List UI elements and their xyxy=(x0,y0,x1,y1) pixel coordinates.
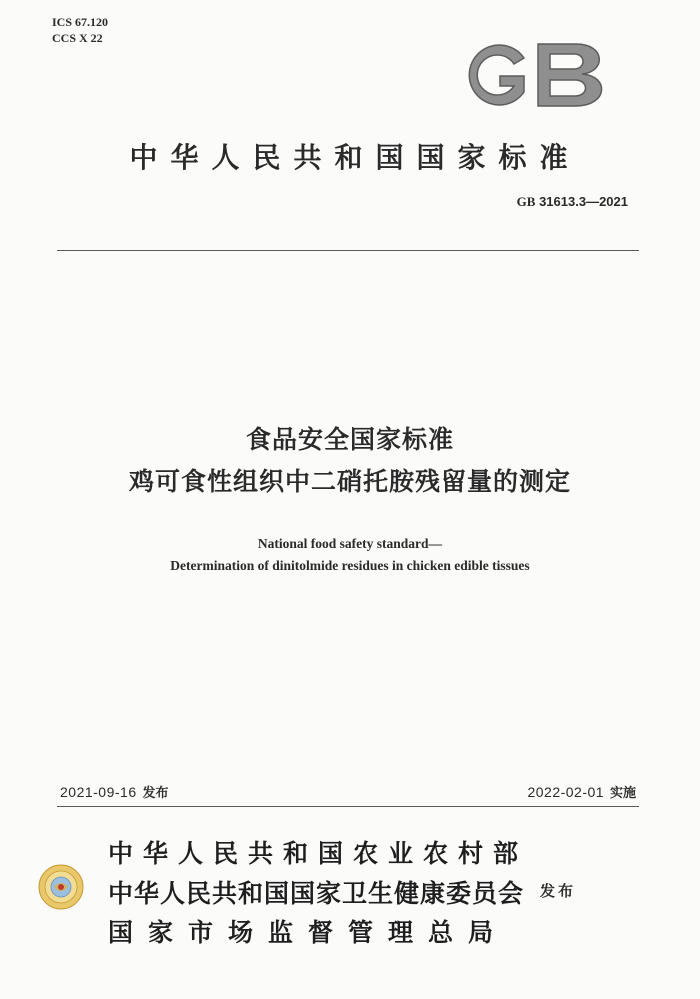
ics-code: ICS 67.120 xyxy=(52,15,109,29)
standard-number xyxy=(517,194,628,210)
implement-date xyxy=(527,782,636,801)
issuer-line1: 中华人民共和国农业农村部 xyxy=(108,839,529,868)
publish-date-value: 2021-09-16 xyxy=(60,784,137,800)
title-en-line2: Determination of dinitolmide residues in chicken edible tissues xyxy=(170,558,530,573)
title-en-line1: National food safety standard— xyxy=(257,536,443,551)
ccs-code: CCS X 22 xyxy=(52,31,103,45)
top-divider xyxy=(57,250,639,251)
publish-date xyxy=(60,782,169,801)
standard-code: 31613.3—2021 xyxy=(539,194,628,209)
implement-date-word: 实施 xyxy=(609,786,636,801)
gb-logo-icon xyxy=(458,36,606,114)
national-standard-heading: 中华人民共和国国家标准 xyxy=(129,141,581,174)
national-seal-icon xyxy=(38,864,84,910)
issuer-line3: 国家市场监督管理总局 xyxy=(108,918,509,947)
implement-date-value: 2022-02-01 xyxy=(527,784,605,800)
classification-codes xyxy=(52,14,108,46)
issuer-line2: 中华人民共和国国家卫生健康委员会 xyxy=(108,879,525,908)
bottom-divider xyxy=(57,806,639,807)
issuer-publish-word: 发布 xyxy=(540,882,577,900)
title-cn-line2: 鸡可食性组织中二硝托胺残留量的测定 xyxy=(128,467,571,496)
publish-date-word: 发布 xyxy=(142,786,169,801)
standard-prefix: GB xyxy=(516,194,536,209)
title-cn-line1: 食品安全国家标准 xyxy=(245,425,454,454)
